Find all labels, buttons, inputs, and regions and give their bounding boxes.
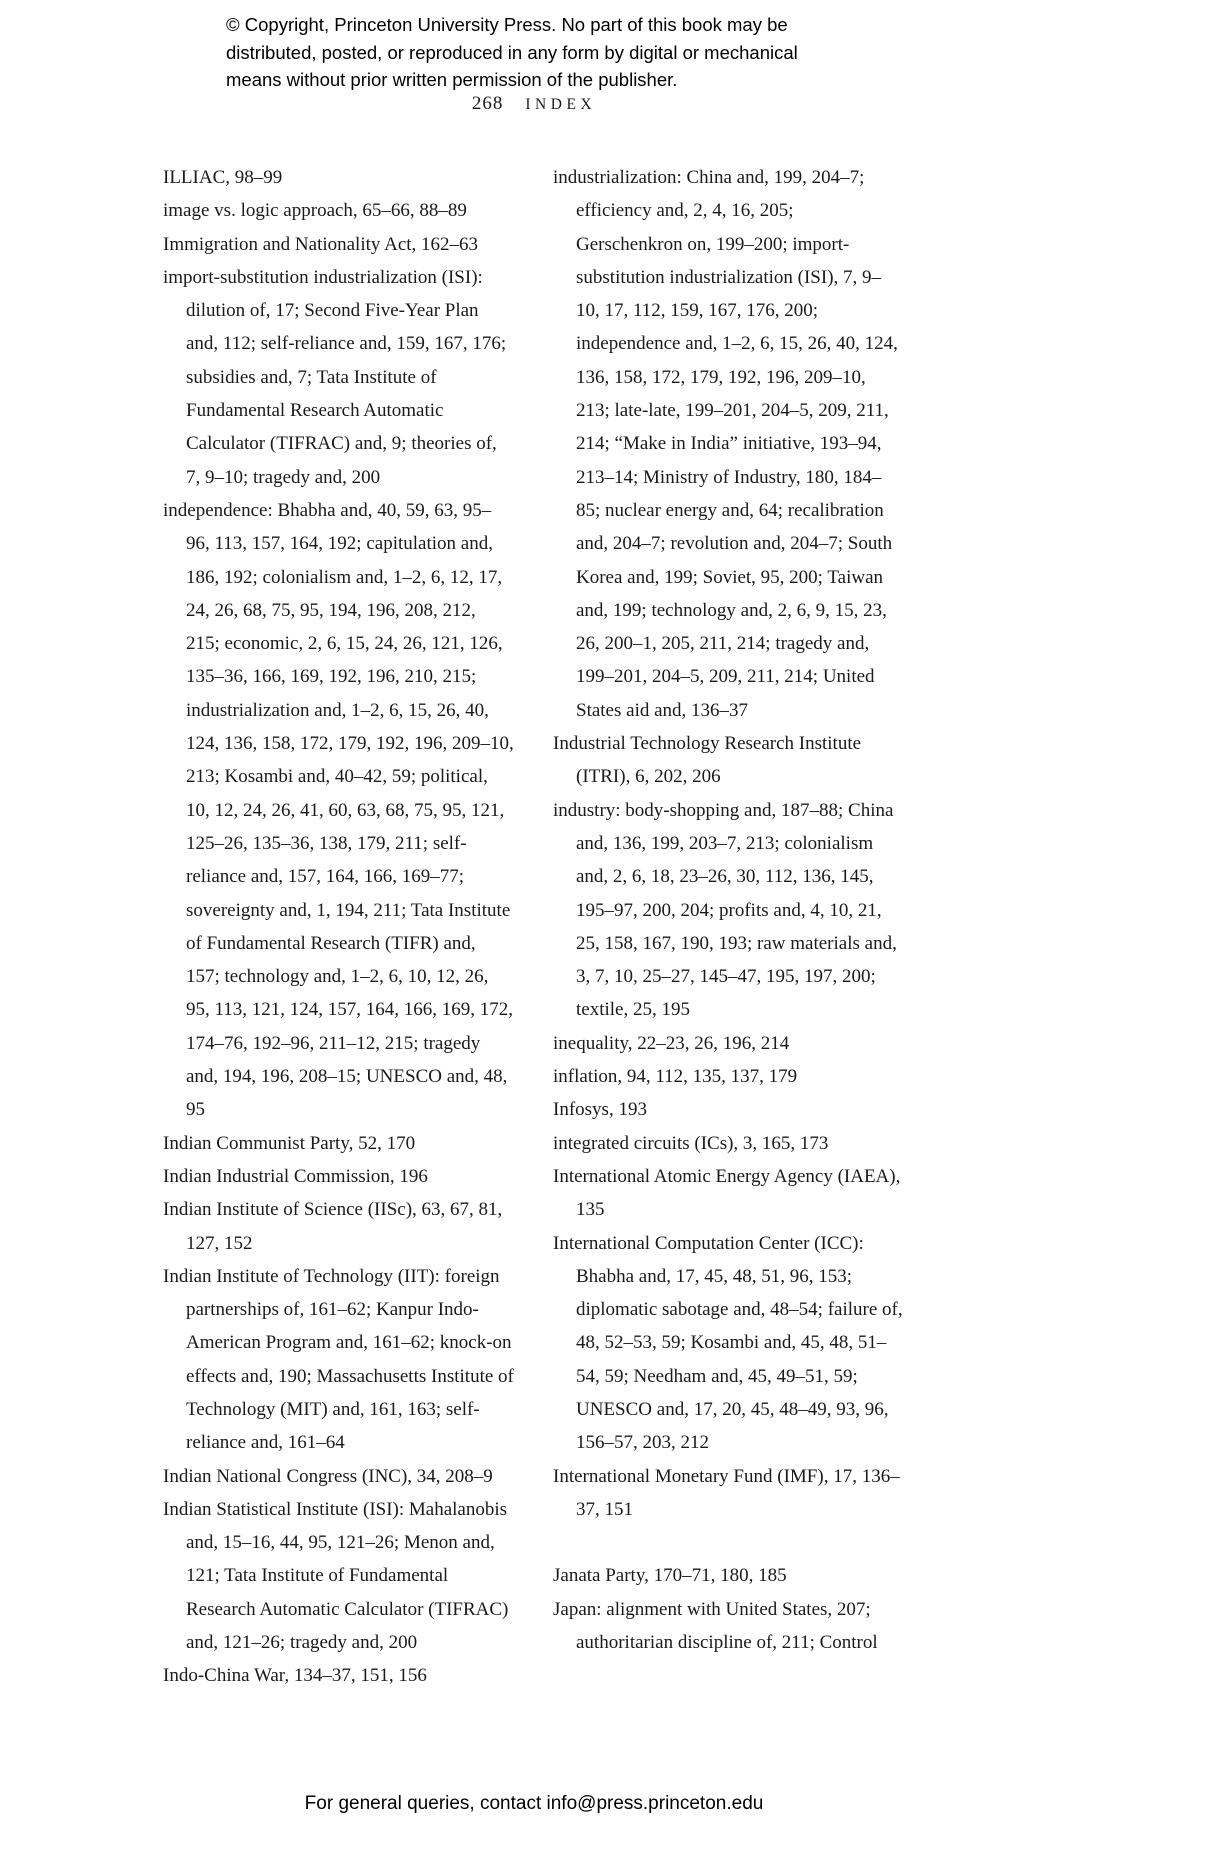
index-entry: Indian Institute of Technology (IIT): foreign partnerships of, 161–62; Kanpur Indo-American Program and, 161–62; knock-on effects and, 190; Massachusetts Institute of Technology (MIT) and, 161, 163; self-reliance and, 161–64 xyxy=(163,1265,514,1454)
index-entry: industrialization: China and, 199, 204–7; efficiency and, 2, 4, 16, 205; Gerschenkron on, 199–200; import-substitution industrialization (ISI), 7, 9–10, 17, 112, 159, 167, 176, 200; independence and, 1–2, 6, 15, 26, 40, 124, 136, 158, 172, 179, 192, 196, 209–10, 213; late-late, 199–201, 204–5, 209, 211, 214; “Make in India” initiative, 193–94, 213–14; Ministry of Industry, 180, 184–85; nuclear energy and, 64; recalibration and, 204–7; revolution and, 204–7; South Korea and, 199; Soviet, 95, 200; Taiwan and, 199; technology and, 2, 6, 9, 15, 23, 26, 200–1, 205, 211, 214; tragedy and, 199–201, 204–5, 209, 211, 214; United States aid and, 136–37 xyxy=(553,167,898,721)
index-entry: Indian National Congress (INC), 34, 208–9 xyxy=(163,1465,493,1487)
index-entry: Indian Institute of Science (IISc), 63, 67, 81, 127, 152 xyxy=(163,1199,503,1254)
copyright-line: means without prior written permission of the publisher. xyxy=(226,69,678,90)
index-right-column xyxy=(553,161,904,1693)
index-entry: Infosys, 193 xyxy=(553,1099,647,1121)
queries-footer: For general queries, contact info@press.princeton.edu xyxy=(304,1793,764,1814)
section-gap xyxy=(553,1526,904,1559)
copyright-line: distributed, posted, or reproduced in any form by digital or mechanical xyxy=(226,41,798,63)
index-left-column xyxy=(163,161,514,1693)
index-section-j xyxy=(553,1559,904,1659)
copyright-notice xyxy=(226,11,866,94)
running-head xyxy=(163,93,905,115)
page-number: 268 xyxy=(471,93,504,114)
copyright-line: © Copyright, Princeton University Press. No part of this book may be xyxy=(226,14,788,35)
index-entry: International Atomic Energy Agency (IAEA), 135 xyxy=(553,1165,901,1221)
index-columns xyxy=(163,161,904,1693)
index-heading: INDEX xyxy=(525,96,597,113)
index-entry: Immigration and Nationality Act, 162–63 xyxy=(163,233,479,255)
index-entry: independence: Bhabha and, 40, 59, 63, 95–96, 113, 157, 164, 192; capitulation and, 186, 192; colonialism and, 1–2, 6, 12, 17, 24, 26, 68, 75, 95, 194, 196, 208, 212, 215; economic, 2, 6, 15, 24, 26, 121, 126, 135–36, 166, 169, 192, 196, 210, 215; industrialization and, 1–2, 6, 15, 26, 40, 124, 136, 158, 172, 179, 192, 196, 209–10, 213; Kosambi and, 40–42, 59; political, 10, 12, 24, 26, 41, 60, 63, 68, 75, 95, 121, 125–26, 135–36, 138, 179, 211; self-reliance and, 157, 164, 166, 169–77; sovereignty and, 1, 194, 211; Tata Institute of Fundamental Research (TIFR) and, 157; technology and, 1–2, 6, 10, 12, 26, 95, 113, 121, 124, 157, 164, 166, 169, 172, 174–76, 192–96, 211–12, 215; tragedy and, 194, 196, 208–15; UNESCO and, 48, 95 xyxy=(163,499,514,1121)
index-entry: integrated circuits (ICs), 3, 165, 173 xyxy=(553,1132,829,1154)
index-entry: image vs. logic approach, 65–66, 88–89 xyxy=(163,200,467,222)
index-entry: Janata Party, 170–71, 180, 185 xyxy=(553,1565,787,1587)
index-entry: Indian Communist Party, 52, 170 xyxy=(163,1132,416,1154)
index-entry: industry: body-shopping and, 187–88; China and, 136, 199, 203–7, 213; colonialism and, 2, 6, 18, 23–26, 30, 112, 136, 145, 195–97, 200, 204; profits and, 4, 10, 21, 25, 158, 167, 190, 193; raw materials and, 3, 7, 10, 25–27, 145–47, 195, 197, 200; textile, 25, 195 xyxy=(553,799,897,1021)
index-entry: ILLIAC, 98–99 xyxy=(163,167,283,188)
index-entry: inequality, 22–23, 26, 196, 214 xyxy=(553,1032,790,1054)
index-entry: Indian Industrial Commission, 196 xyxy=(163,1165,428,1187)
index-entry: International Monetary Fund (IMF), 17, 136–37, 151 xyxy=(553,1465,900,1520)
index-entry: import-substitution industrialization (ISI): dilution of, 17; Second Five-Year Plan and, 112; self-reliance and, 159, 167, 176; subsidies and, 7; Tata Institute of Fundamental Research Automatic Calculator (TIFRAC) and, 9; theories of, 7, 9–10; tragedy and, 200 xyxy=(163,266,507,488)
index-entry: Japan: alignment with United States, 207; authoritarian discipline of, 211; Control xyxy=(553,1598,878,1654)
index-entry: Indian Statistical Institute (ISI): Mahalanobis and, 15–16, 44, 95, 121–26; Menon and, 121; Tata Institute of Fundamental Research Automatic Calculator (TIFRAC) and, 121–26; tragedy and, 200 xyxy=(163,1498,509,1654)
index-section-i xyxy=(553,161,904,1526)
index-entry: International Computation Center (ICC): Bhabha and, 17, 45, 48, 51, 96, 153; diplomatic sabotage and, 48–54; failure of, 48, 52–53, 59; Kosambi and, 45, 48, 51–54, 59; Needham and, 45, 49–51, 59; UNESCO and, 17, 20, 45, 48–49, 93, 96, 156–57, 203, 212 xyxy=(553,1232,903,1454)
index-entry: Industrial Technology Research Institute (ITRI), 6, 202, 206 xyxy=(553,733,862,788)
index-entry: inflation, 94, 112, 135, 137, 179 xyxy=(553,1066,798,1088)
index-entry: Indo-China War, 134–37, 151, 156 xyxy=(163,1665,427,1687)
